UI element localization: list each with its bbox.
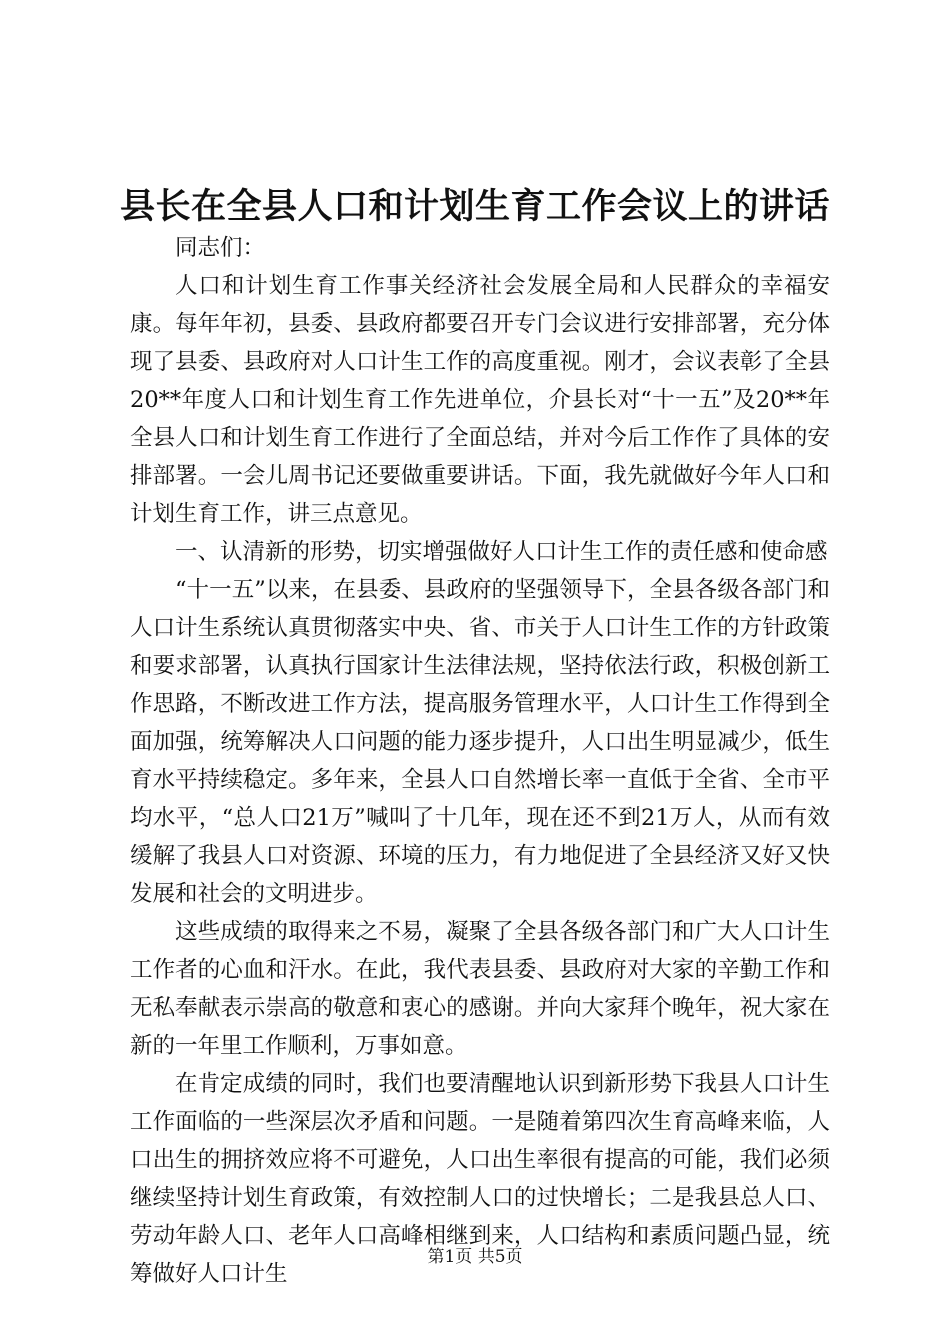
document-title: 县长在全县人口和计划生育工作会议上的讲话 xyxy=(119,186,830,227)
salutation: 同志们： xyxy=(175,235,266,261)
paragraph: 这些成绩的取得来之不易，凝聚了全县各级各部门和广大人口计生工作者的心血和汗水。在此，我代表县委、县政府对大家的辛勤工作和无私奉献表示崇高的敬意和衷心的感谢。并向大家拜个晚年，祝大家在新的一年里工作顺利，万事如意。 xyxy=(130,919,830,1059)
section-heading: 一、认清新的形势，切实增强做好人口计生工作的责任感和使命感 xyxy=(175,539,828,565)
paragraph: 人口和计划生育工作事关经济社会发展全局和人民群众的幸福安康。每年年初，县委、县政府都要召开专门会议进行安排部署，充分体现了县委、县政府对人口计生工作的高度重视。刚才，会议表彰了全县20**年度人口和计划生育工作先进单位，介县长对“十一五”及20**年全县人口和计划生育工作进行了全面总结，并对今后工作作了具体的安排部署。一会儿周书记还要做重要讲话。下面，我先就做好今年人口和计划生育工作，讲三点意见。 xyxy=(130,273,830,527)
paragraph: “十一五”以来，在县委、县政府的坚强领导下，全县各级各部门和人口计生系统认真贯彻落实中央、省、市关于人口计生工作的方针政策和要求部署，认真执行国家计生法律法规，坚持依法行政，积极创新工作思路，不断改进工作方法，提高服务管理水平，人口计生工作得到全面加强，统筹解决人口问题的能力逐步提升，人口出生明显减少，低生育水平持续稳定。多年来，全县人口自然增长率一直低于全省、全市平均水平，“总人口21万”喊叫了十几年，现在还不到21万人，从而有效缓解了我县人口对资源、环境的压力，有力地促进了全县经济又好又快发展和社会的文明进步。 xyxy=(130,577,830,907)
document-body xyxy=(130,229,830,1293)
page-footer: 第1页 共5页 xyxy=(427,1247,523,1267)
paragraph: 在肯定成绩的同时，我们也要清醒地认识到新形势下我县人口计生工作面临的一些深层次矛盾和问题。一是随着第四次生育高峰来临，人口出生的拥挤效应将不可避免，人口出生率很有提高的可能，我们必须继续坚持计划生育政策，有效控制人口的过快增长；二是我县总人口、劳动年龄人口、老年人口高峰相继到来，人口结构和素质问题凸显，统筹做好人口计生 xyxy=(130,1071,830,1287)
